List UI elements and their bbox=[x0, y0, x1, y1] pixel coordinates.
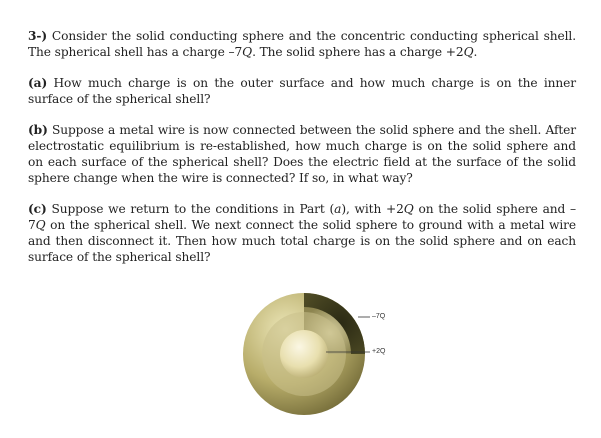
label-inner-charge: +2Q bbox=[372, 348, 386, 355]
part-a bbox=[28, 75, 576, 107]
charge-symbol: Q bbox=[35, 218, 46, 232]
problem-statement bbox=[28, 28, 576, 60]
part-c-text-1: Suppose we return to the conditions in Part ( bbox=[51, 202, 335, 216]
part-c-text-2: ), with +2 bbox=[341, 202, 404, 216]
solid-sphere bbox=[280, 330, 328, 378]
part-b-text: Suppose a metal wire is now connected between the solid sphere and the shell. After electrostatic equilibrium is re-established, how much charge is on the solid sphere and on each surface of the spherical shell? Does the electric field at the surface of the solid sphere change when the wire is connected? If so, in what way? bbox=[28, 123, 576, 185]
charge-symbol: Q bbox=[463, 45, 474, 59]
part-b bbox=[28, 122, 576, 186]
problem-intro-part1: Consider the solid conducting sphere and the concentric conducting spherical shell. The spherical shell has a charge –7 bbox=[28, 29, 576, 59]
sphere-shell-figure bbox=[240, 290, 440, 430]
problem-intro-part2: . The solid sphere has a charge +2 bbox=[252, 45, 464, 59]
charge-symbol: Q bbox=[242, 45, 253, 59]
part-a-text: How much charge is on the outer surface and how much charge is on the inner surface of the spherical shell? bbox=[28, 76, 576, 106]
charge-symbol: Q bbox=[403, 202, 414, 216]
part-c bbox=[28, 201, 576, 265]
label-outer-charge: –7Q bbox=[372, 313, 386, 320]
part-ref: a bbox=[334, 202, 342, 216]
part-c-text-3: on the solid sphere and –7 bbox=[28, 202, 576, 232]
problem-number: 3-) bbox=[28, 29, 48, 43]
part-b-label: (b) bbox=[28, 123, 48, 137]
part-c-label: (c) bbox=[28, 202, 47, 216]
part-c-text-4: on the spherical shell. We next connect the solid sphere to ground with a metal wire and then disconnect it. Then how much total charge is on the solid sphere and on each surface of the spherical shell? bbox=[28, 218, 576, 264]
part-a-label: (a) bbox=[28, 76, 48, 90]
problem-intro-part3: . bbox=[473, 45, 478, 59]
